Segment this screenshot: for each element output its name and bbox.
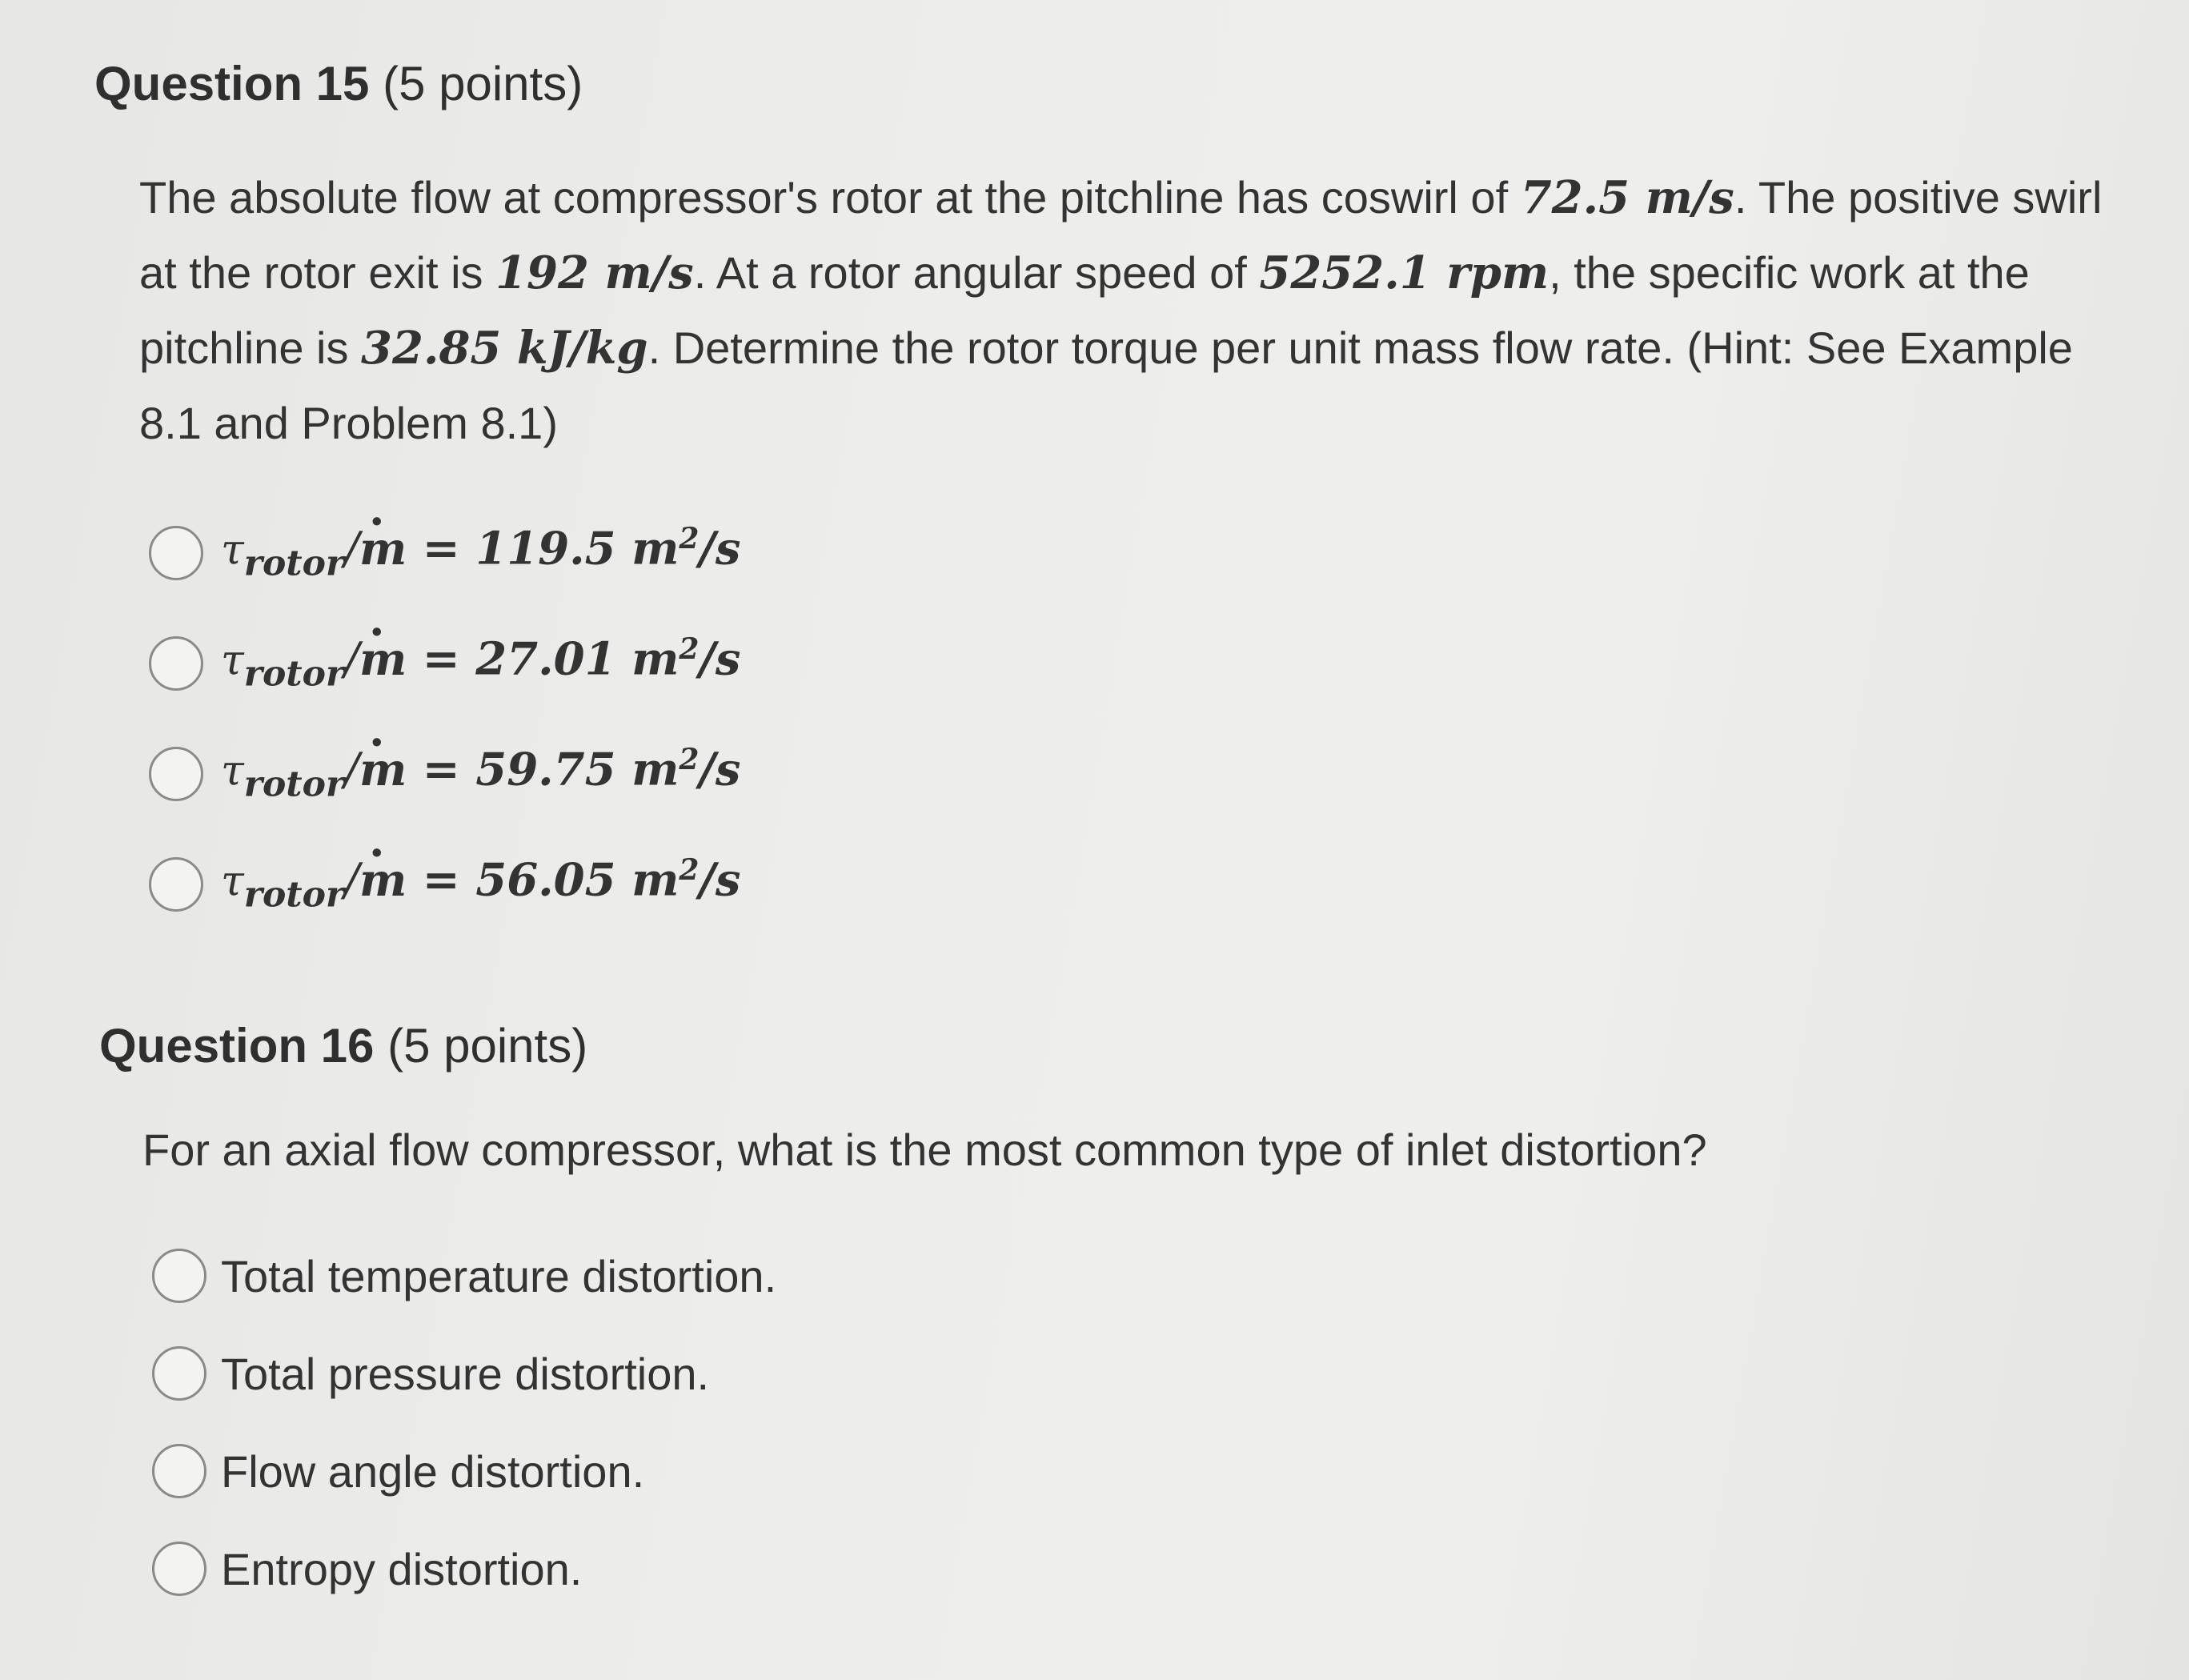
answer-option[interactable] (152, 1444, 644, 1498)
option-formula: $\tau_{rotor}/\cdot m = 56.05$ $m^2/s$ (221, 853, 740, 916)
radio-button[interactable] (149, 857, 203, 912)
radio-button[interactable] (149, 636, 203, 691)
answer-option[interactable] (149, 522, 740, 584)
answer-option[interactable] (152, 1249, 776, 1303)
question-15-prompt: The absolute flow at compressor's rotor at the pitchline has coswirl of 72.5 m/s. The positive swirl at the rotor exit is 192 m/s. At a rotor angular speed of 5252.1 rpm, the specific work at the pitchline is 32.85 kJ/kg. Determine the rotor torque per unit mass flow rate. (Hint: See Example 8.1 and Problem 8.1) (139, 171, 2103, 448)
option-formula: $\tau_{rotor}/\cdot m = 27.01$ $m^2/s$ (221, 632, 740, 695)
question-15-heading (94, 56, 583, 111)
answer-option[interactable] (152, 1346, 709, 1401)
radio-button[interactable] (152, 1542, 206, 1596)
option-label: Flow angle distortion. (221, 1445, 645, 1497)
option-label: Total temperature distortion. (221, 1250, 777, 1301)
radio-button[interactable] (152, 1444, 206, 1498)
radio-button[interactable] (152, 1249, 206, 1303)
question-16-prompt: For an axial flow compressor, what is the most common type of inlet distortion? (142, 1125, 1707, 1175)
answer-option[interactable] (149, 632, 740, 695)
option-label: Entropy distortion. (221, 1543, 583, 1594)
option-formula: $\tau_{rotor}/\cdot m = 119.5$ $m^2/s$ (221, 522, 740, 584)
radio-button[interactable] (149, 526, 203, 580)
answer-option[interactable] (149, 853, 740, 916)
question-points: (5 points) (387, 1019, 588, 1073)
answer-option[interactable] (152, 1542, 582, 1596)
swirl-value: 192 m/s (495, 247, 694, 299)
radio-button[interactable] (149, 747, 203, 801)
radio-button[interactable] (152, 1346, 206, 1401)
work-value: 32.85 kJ/kg (361, 322, 648, 375)
speed-value: 5252.1 rpm (1259, 247, 1550, 299)
question-number: Question 16 (99, 1019, 375, 1073)
question-number: Question 15 (94, 57, 370, 110)
coswirl-value: 72.5 m/s (1520, 171, 1734, 224)
question-points: (5 points) (383, 57, 583, 110)
answer-option[interactable] (149, 743, 740, 805)
option-formula: $\tau_{rotor}/\cdot m = 59.75$ $m^2/s$ (221, 743, 740, 805)
option-label: Total pressure distortion. (221, 1348, 710, 1399)
question-16-heading (99, 1018, 587, 1073)
